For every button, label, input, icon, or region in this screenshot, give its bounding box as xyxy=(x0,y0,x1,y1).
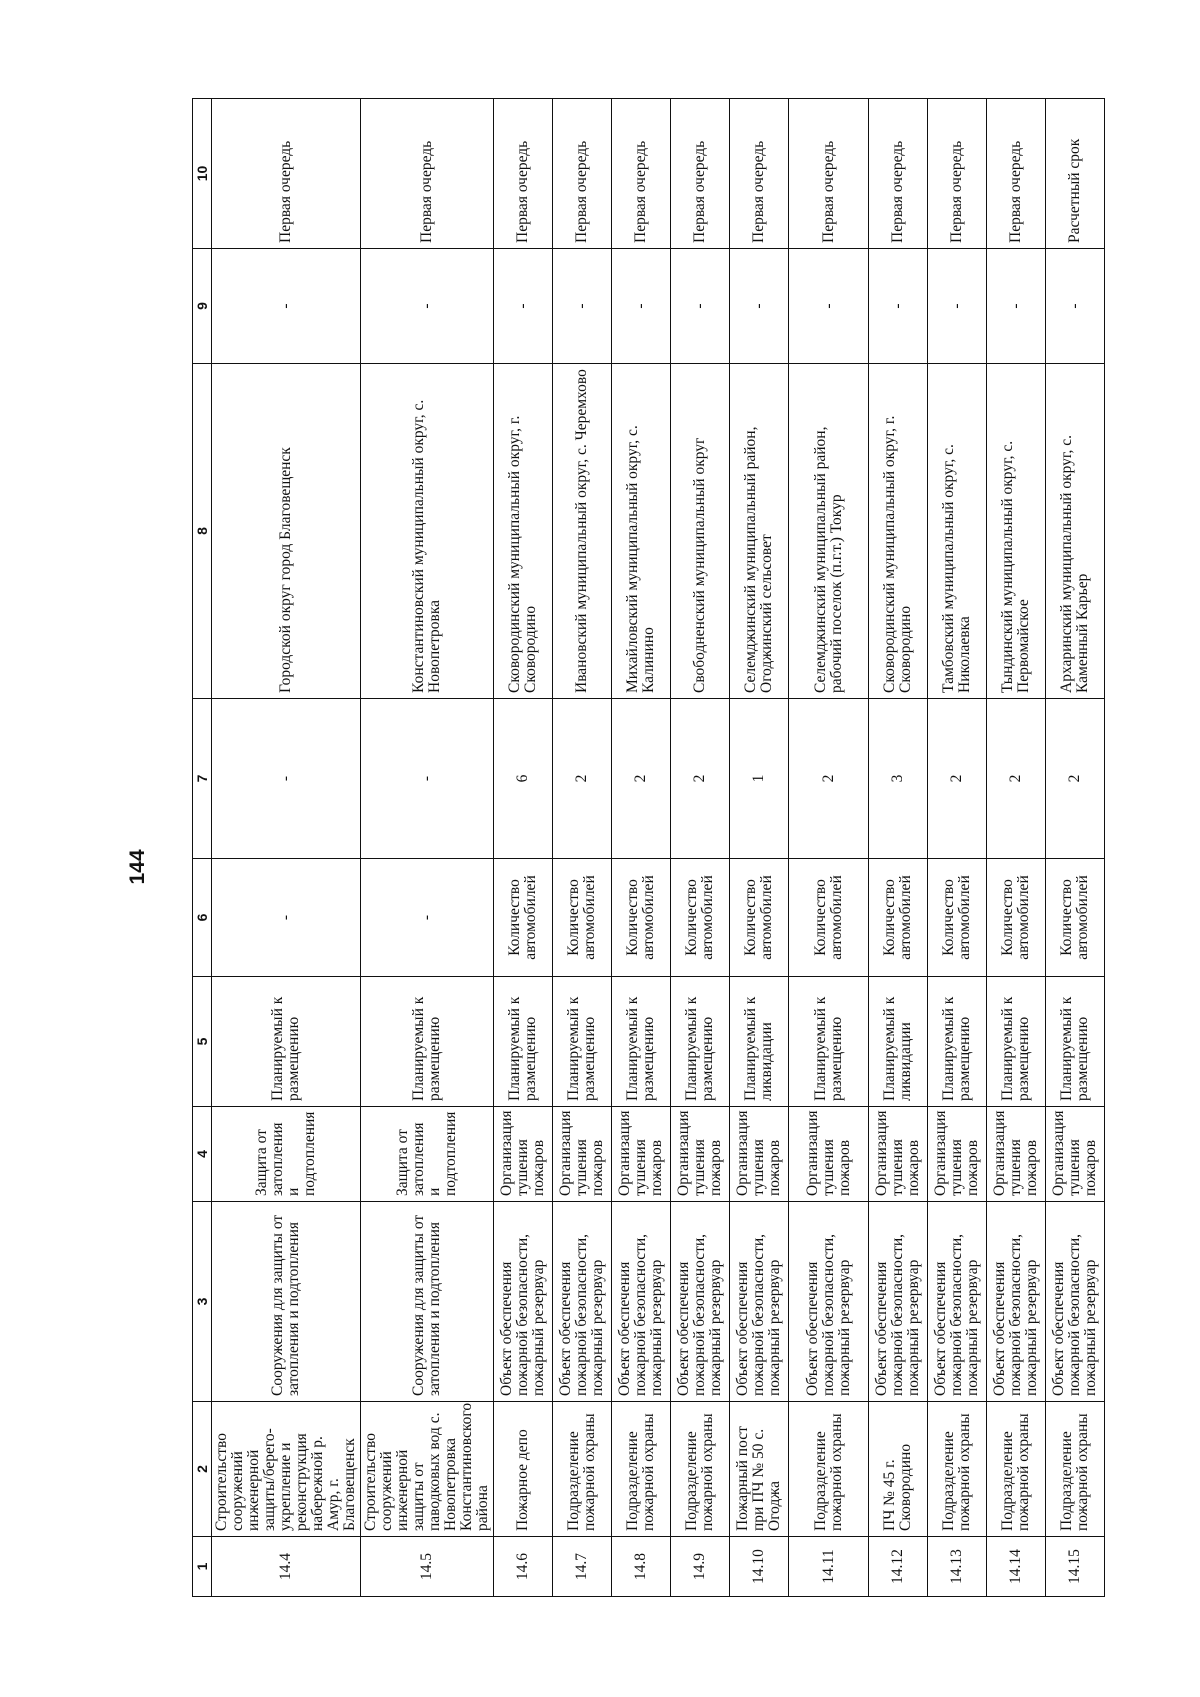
object-purpose: Организация тушения пожаров xyxy=(553,1107,612,1202)
zone-info: - xyxy=(553,249,612,364)
object-status: Планируемый к размещению xyxy=(361,977,494,1107)
object-purpose: Защита от затопления и подтопления xyxy=(361,1107,494,1202)
object-name: Подразделение пожарной охраны xyxy=(987,1402,1046,1537)
characteristic-value: 2 xyxy=(789,699,869,859)
zone-info: - xyxy=(869,249,928,364)
column-header: 2 xyxy=(193,1402,212,1537)
characteristic-name: Количество автомобилей xyxy=(1046,859,1105,977)
object-status: Планируемый к ликвидации xyxy=(869,977,928,1107)
object-location: Ивановский муниципальный округ, с. Черемхово xyxy=(553,364,612,699)
object-status: Планируемый к размещению xyxy=(671,977,730,1107)
table-row xyxy=(730,99,789,1597)
characteristic-name: Количество автомобилей xyxy=(612,859,671,977)
implementation-term: Первая очередь xyxy=(789,99,869,249)
object-location: Сковородинский муниципальный округ, г. Сковородино xyxy=(494,364,553,699)
column-header: 5 xyxy=(193,977,212,1107)
object-purpose: Организация тушения пожаров xyxy=(1046,1107,1105,1202)
object-purpose: Организация тушения пожаров xyxy=(671,1107,730,1202)
implementation-term: Первая очередь xyxy=(730,99,789,249)
row-number: 14.15 xyxy=(1046,1537,1105,1597)
object-location: Михайловский муниципальный округ, с. Калинино xyxy=(612,364,671,699)
object-status: Планируемый к размещению xyxy=(987,977,1046,1107)
object-location: Сковородинский муниципальный округ, г. Сковородино xyxy=(869,364,928,699)
page-number: 144 xyxy=(126,849,149,885)
characteristic-value: 2 xyxy=(1046,699,1105,859)
object-location: Тамбовский муниципальный округ, с. Николаевка xyxy=(928,364,987,699)
object-name: Строительство сооружений инженерной защиты от паводковых вод с. Новопетровка Константиновского района xyxy=(361,1402,494,1537)
characteristic-name: Количество автомобилей xyxy=(553,859,612,977)
characteristic-value: 1 xyxy=(730,699,789,859)
object-purpose: Организация тушения пожаров xyxy=(869,1107,928,1202)
object-purpose: Организация тушения пожаров xyxy=(730,1107,789,1202)
table-row xyxy=(928,99,987,1597)
row-number: 14.11 xyxy=(789,1537,869,1597)
object-type: Сооружения для защиты от затопления и подтопления xyxy=(361,1202,494,1402)
object-status: Планируемый к размещению xyxy=(612,977,671,1107)
table-row xyxy=(1046,99,1105,1597)
object-purpose: Организация тушения пожаров xyxy=(612,1107,671,1202)
object-type: Сооружения для защиты от затопления и подтопления xyxy=(212,1202,361,1402)
object-location: Архаринский муниципальный округ, с. Каменный Карьер xyxy=(1046,364,1105,699)
characteristic-value: 2 xyxy=(553,699,612,859)
object-name: Подразделение пожарной охраны xyxy=(928,1402,987,1537)
zone-info: - xyxy=(361,249,494,364)
object-purpose: Защита от затопления и подтопления xyxy=(212,1107,361,1202)
object-status: Планируемый к размещению xyxy=(928,977,987,1107)
column-header: 10 xyxy=(193,99,212,249)
characteristic-name: Количество автомобилей xyxy=(789,859,869,977)
zone-info: - xyxy=(987,249,1046,364)
object-status: Планируемый к размещению xyxy=(553,977,612,1107)
object-name: Подразделение пожарной охраны xyxy=(1046,1402,1105,1537)
object-name: Подразделение пожарной охраны xyxy=(789,1402,869,1537)
implementation-term: Первая очередь xyxy=(494,99,553,249)
object-purpose: Организация тушения пожаров xyxy=(987,1107,1046,1202)
implementation-term: Первая очередь xyxy=(361,99,494,249)
object-name: Подразделение пожарной охраны xyxy=(671,1402,730,1537)
column-header: 9 xyxy=(193,249,212,364)
row-number: 14.5 xyxy=(361,1537,494,1597)
object-location: Городской округ город Благовещенск xyxy=(212,364,361,699)
object-type: Объект обеспечения пожарной безопасности, пожарный резервуар xyxy=(730,1202,789,1402)
characteristic-value: 2 xyxy=(612,699,671,859)
object-status: Планируемый к размещению xyxy=(494,977,553,1107)
object-purpose: Организация тушения пожаров xyxy=(494,1107,553,1202)
characteristic-value: - xyxy=(212,699,361,859)
implementation-term: Первая очередь xyxy=(612,99,671,249)
object-type: Объект обеспечения пожарной безопасности, пожарный резервуар xyxy=(869,1202,928,1402)
implementation-term: Первая очередь xyxy=(212,99,361,249)
object-name: Подразделение пожарной охраны xyxy=(612,1402,671,1537)
object-type: Объект обеспечения пожарной безопасности, пожарный резервуар xyxy=(987,1202,1046,1402)
characteristic-name: Количество автомобилей xyxy=(494,859,553,977)
implementation-term: Первая очередь xyxy=(671,99,730,249)
object-type: Объект обеспечения пожарной безопасности, пожарный резервуар xyxy=(494,1202,553,1402)
table-row xyxy=(212,99,361,1597)
zone-info: - xyxy=(671,249,730,364)
zone-info: - xyxy=(1046,249,1105,364)
object-location: Свободненский муниципальный округ xyxy=(671,364,730,699)
characteristic-value: 6 xyxy=(494,699,553,859)
object-purpose: Организация тушения пожаров xyxy=(789,1107,869,1202)
header-row xyxy=(193,99,212,1597)
object-location: Селемджинский муниципальный район, рабочий поселок (п.г.т.) Токур xyxy=(789,364,869,699)
row-number: 14.9 xyxy=(671,1537,730,1597)
table-row xyxy=(869,99,928,1597)
table-row xyxy=(494,99,553,1597)
table-row xyxy=(612,99,671,1597)
object-status: Планируемый к размещению xyxy=(789,977,869,1107)
characteristic-value: 2 xyxy=(987,699,1046,859)
object-type: Объект обеспечения пожарной безопасности, пожарный резервуар xyxy=(671,1202,730,1402)
column-header: 8 xyxy=(193,364,212,699)
row-number: 14.13 xyxy=(928,1537,987,1597)
object-type: Объект обеспечения пожарной безопасности, пожарный резервуар xyxy=(928,1202,987,1402)
characteristic-name: - xyxy=(212,859,361,977)
column-header: 4 xyxy=(193,1107,212,1202)
object-status: Планируемый к размещению xyxy=(1046,977,1105,1107)
document-table-rotated xyxy=(192,99,1104,1597)
implementation-term: Первая очередь xyxy=(987,99,1046,249)
zone-info: - xyxy=(612,249,671,364)
implementation-term: Расчетный срок xyxy=(1046,99,1105,249)
object-name: Пожарный пост при ПЧ № 50 с. Огоджа xyxy=(730,1402,789,1537)
column-header: 1 xyxy=(193,1537,212,1597)
column-header: 6 xyxy=(193,859,212,977)
objects-table xyxy=(192,98,1105,1597)
column-header: 7 xyxy=(193,699,212,859)
implementation-term: Первая очередь xyxy=(869,99,928,249)
characteristic-name: Количество автомобилей xyxy=(987,859,1046,977)
table-row xyxy=(361,99,494,1597)
row-number: 14.4 xyxy=(212,1537,361,1597)
characteristic-value: 2 xyxy=(671,699,730,859)
characteristic-name: Количество автомобилей xyxy=(730,859,789,977)
object-status: Планируемый к ликвидации xyxy=(730,977,789,1107)
table-row xyxy=(671,99,730,1597)
row-number: 14.6 xyxy=(494,1537,553,1597)
implementation-term: Первая очередь xyxy=(928,99,987,249)
table-row xyxy=(789,99,869,1597)
zone-info: - xyxy=(928,249,987,364)
row-number: 14.7 xyxy=(553,1537,612,1597)
characteristic-name: Количество автомобилей xyxy=(671,859,730,977)
row-number: 14.12 xyxy=(869,1537,928,1597)
table-row xyxy=(553,99,612,1597)
characteristic-name: - xyxy=(361,859,494,977)
zone-info: - xyxy=(494,249,553,364)
column-header: 3 xyxy=(193,1202,212,1402)
implementation-term: Первая очередь xyxy=(553,99,612,249)
table-row xyxy=(987,99,1046,1597)
characteristic-value: 3 xyxy=(869,699,928,859)
object-name: Строительство сооружений инженерной защиты/берего-укрепление и реконструкция набережной р. Амур, г. Благовещенск xyxy=(212,1402,361,1537)
row-number: 14.10 xyxy=(730,1537,789,1597)
row-number: 14.14 xyxy=(987,1537,1046,1597)
characteristic-name: Количество автомобилей xyxy=(928,859,987,977)
object-name: Подразделение пожарной охраны xyxy=(553,1402,612,1537)
characteristic-value: - xyxy=(361,699,494,859)
object-name: ПЧ № 45 г. Сковородино xyxy=(869,1402,928,1537)
object-location: Селемджинский муниципальный район, Огоджинский сельсовет xyxy=(730,364,789,699)
zone-info: - xyxy=(789,249,869,364)
object-type: Объект обеспечения пожарной безопасности, пожарный резервуар xyxy=(1046,1202,1105,1402)
object-location: Константиновский муниципальный округ, с. Новопетровка xyxy=(361,364,494,699)
characteristic-name: Количество автомобилей xyxy=(869,859,928,977)
characteristic-value: 2 xyxy=(928,699,987,859)
object-type: Объект обеспечения пожарной безопасности, пожарный резервуар xyxy=(612,1202,671,1402)
zone-info: - xyxy=(212,249,361,364)
object-purpose: Организация тушения пожаров xyxy=(928,1107,987,1202)
object-status: Планируемый к размещению xyxy=(212,977,361,1107)
object-type: Объект обеспечения пожарной безопасности, пожарный резервуар xyxy=(789,1202,869,1402)
row-number: 14.8 xyxy=(612,1537,671,1597)
zone-info: - xyxy=(730,249,789,364)
object-name: Пожарное депо xyxy=(494,1402,553,1537)
object-location: Тындинский муниципальный округ, с. Первомайское xyxy=(987,364,1046,699)
object-type: Объект обеспечения пожарной безопасности, пожарный резервуар xyxy=(553,1202,612,1402)
